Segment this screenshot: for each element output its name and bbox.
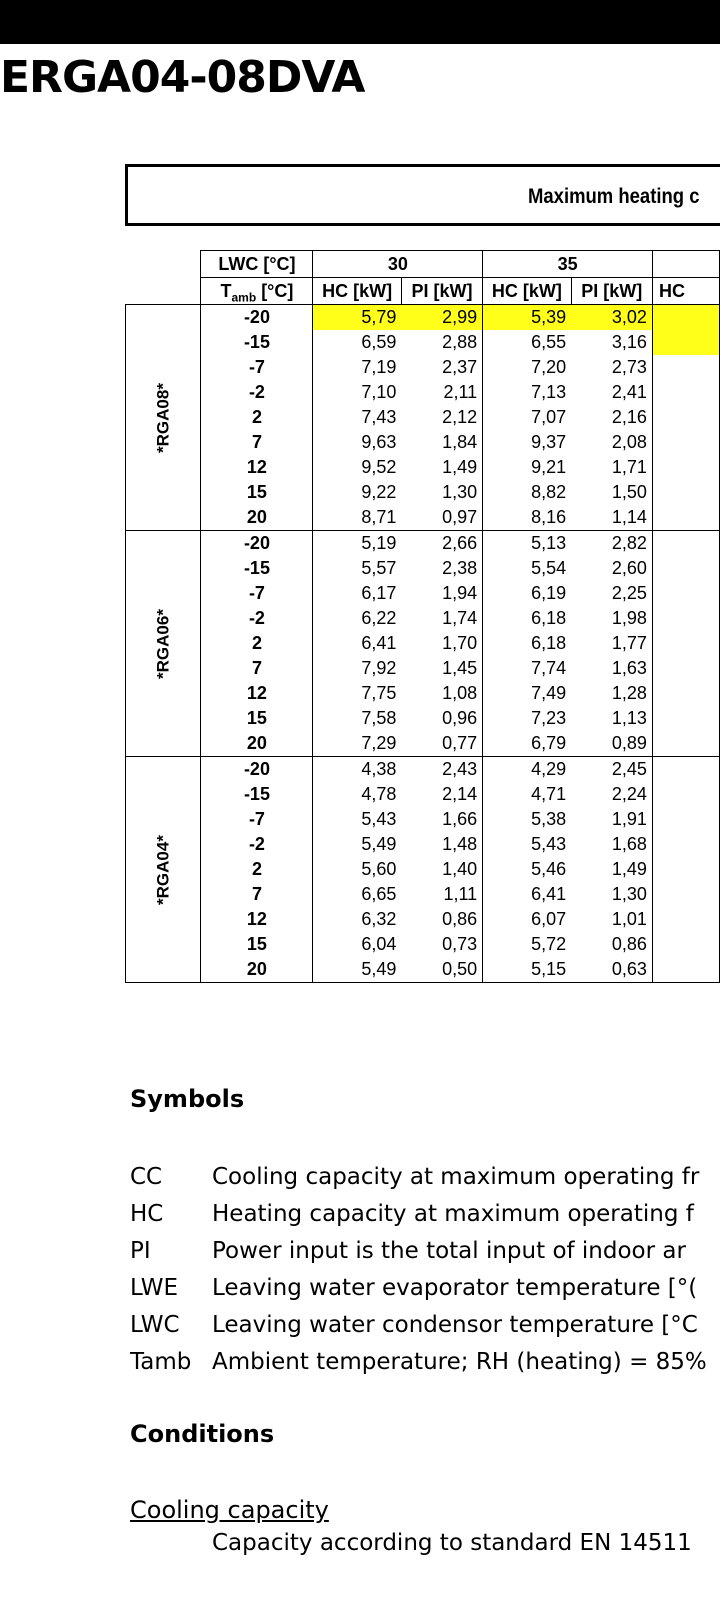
hc-value-cell: 8,82 xyxy=(483,480,571,505)
conditions-text: Capacity according to standard EN 14511 xyxy=(212,1530,692,1556)
hc-value-cell: 5,57 xyxy=(313,556,401,581)
tamb-cell: -15 xyxy=(201,556,313,581)
pi-value-cell: 1,63 xyxy=(571,656,652,681)
tamb-cell: 7 xyxy=(201,656,313,681)
tamb-cell: -20 xyxy=(201,757,313,783)
pi-value-cell: 1,13 xyxy=(571,706,652,731)
hc-value-cell: 6,55 xyxy=(483,330,571,355)
pi-value-cell: 1,45 xyxy=(401,656,482,681)
tamb-cell: 12 xyxy=(201,907,313,932)
truncated-cell xyxy=(652,882,719,907)
pi-value-cell: 1,94 xyxy=(401,581,482,606)
hc-value-cell: 7,58 xyxy=(313,706,401,731)
symbol-item xyxy=(130,1159,707,1196)
header-pi: PI [kW] xyxy=(401,278,482,305)
table-row xyxy=(126,556,720,581)
pi-value-cell: 0,50 xyxy=(401,957,482,983)
pi-value-cell: 0,89 xyxy=(571,731,652,757)
table-row xyxy=(126,455,720,480)
tamb-cell: 7 xyxy=(201,430,313,455)
pi-value-cell: 1,08 xyxy=(401,681,482,706)
pi-value-cell: 3,16 xyxy=(571,330,652,355)
hc-value-cell: 5,43 xyxy=(483,832,571,857)
table-row xyxy=(126,757,720,783)
table-row xyxy=(126,706,720,731)
hc-value-cell: 5,38 xyxy=(483,807,571,832)
hc-value-cell: 6,32 xyxy=(313,907,401,932)
pi-value-cell: 2,37 xyxy=(401,355,482,380)
hc-value-cell: 7,10 xyxy=(313,380,401,405)
truncated-cell xyxy=(652,430,719,455)
pi-value-cell: 2,73 xyxy=(571,355,652,380)
pi-value-cell: 1,48 xyxy=(401,832,482,857)
pi-value-cell: 0,77 xyxy=(401,731,482,757)
truncated-cell xyxy=(652,757,719,783)
performance-table xyxy=(125,250,720,983)
header-hc-cut: HC xyxy=(652,278,719,305)
pi-value-cell: 2,24 xyxy=(571,782,652,807)
pi-value-cell: 2,88 xyxy=(401,330,482,355)
table-row xyxy=(126,656,720,681)
symbol-code: LWC xyxy=(130,1312,180,1338)
hc-value-cell: 7,23 xyxy=(483,706,571,731)
pi-value-cell: 1,70 xyxy=(401,631,482,656)
pi-value-cell: 1,84 xyxy=(401,430,482,455)
hc-value-cell: 6,18 xyxy=(483,606,571,631)
header-lwc-30: 30 xyxy=(313,251,483,278)
hc-value-cell: 5,49 xyxy=(313,832,401,857)
pi-value-cell: 2,82 xyxy=(571,531,652,557)
pi-value-cell: 1,01 xyxy=(571,907,652,932)
hc-value-cell: 6,22 xyxy=(313,606,401,631)
truncated-cell xyxy=(652,380,719,405)
pi-value-cell: 1,14 xyxy=(571,505,652,531)
hc-value-cell: 8,16 xyxy=(483,505,571,531)
hc-value-cell: 8,71 xyxy=(313,505,401,531)
hc-value-cell: 9,63 xyxy=(313,430,401,455)
truncated-cell xyxy=(652,405,719,430)
pi-value-cell: 2,41 xyxy=(571,380,652,405)
pi-value-cell: 1,91 xyxy=(571,807,652,832)
pi-value-cell: 2,25 xyxy=(571,581,652,606)
pi-value-cell: 1,30 xyxy=(401,480,482,505)
symbols-list xyxy=(130,1159,707,1381)
table-row xyxy=(126,807,720,832)
hc-value-cell: 6,59 xyxy=(313,330,401,355)
hc-value-cell: 6,18 xyxy=(483,631,571,656)
table-row xyxy=(126,355,720,380)
pi-value-cell: 2,08 xyxy=(571,430,652,455)
pi-value-cell: 2,66 xyxy=(401,531,482,557)
header-lwc-cut xyxy=(652,251,719,278)
symbol-description: Leaving water evaporator temperature [°( xyxy=(212,1275,698,1301)
blank-cell xyxy=(126,278,201,305)
pi-value-cell: 1,68 xyxy=(571,832,652,857)
truncated-cell xyxy=(652,681,719,706)
pi-value-cell: 0,63 xyxy=(571,957,652,983)
hc-value-cell: 7,74 xyxy=(483,656,571,681)
conditions-subtitle: Cooling capacity xyxy=(130,1496,329,1524)
truncated-cell xyxy=(652,455,719,480)
pi-value-cell: 2,11 xyxy=(401,380,482,405)
table-row xyxy=(126,581,720,606)
performance-table-body xyxy=(126,251,720,983)
top-black-bar xyxy=(0,0,720,44)
hc-value-cell: 9,52 xyxy=(313,455,401,480)
header-tamb-main: T xyxy=(220,281,232,301)
hc-value-cell: 9,37 xyxy=(483,430,571,455)
hc-value-cell: 4,71 xyxy=(483,782,571,807)
pi-value-cell: 2,60 xyxy=(571,556,652,581)
hc-value-cell: 5,43 xyxy=(313,807,401,832)
conditions-section xyxy=(130,1420,692,1556)
hc-value-cell: 4,78 xyxy=(313,782,401,807)
hc-value-cell: 7,07 xyxy=(483,405,571,430)
table-row xyxy=(126,957,720,983)
tamb-cell: 15 xyxy=(201,932,313,957)
tamb-cell: -20 xyxy=(201,305,313,331)
tamb-cell: 20 xyxy=(201,731,313,757)
tamb-cell: 2 xyxy=(201,405,313,430)
table-row xyxy=(126,882,720,907)
symbol-code: PI xyxy=(130,1238,151,1264)
truncated-cell xyxy=(652,355,719,380)
hc-value-cell: 5,19 xyxy=(313,531,401,557)
hc-value-cell: 5,72 xyxy=(483,932,571,957)
pi-value-cell: 1,50 xyxy=(571,480,652,505)
symbol-code: HC xyxy=(130,1201,164,1227)
truncated-cell xyxy=(652,807,719,832)
tamb-cell: -2 xyxy=(201,832,313,857)
truncated-cell xyxy=(652,932,719,957)
hc-value-cell: 7,92 xyxy=(313,656,401,681)
hc-value-cell: 7,29 xyxy=(313,731,401,757)
pi-value-cell: 2,45 xyxy=(571,757,652,783)
pi-value-cell: 1,98 xyxy=(571,606,652,631)
hc-value-cell: 9,21 xyxy=(483,455,571,480)
header-tamb xyxy=(201,278,313,305)
tamb-cell: -2 xyxy=(201,606,313,631)
tamb-cell: 15 xyxy=(201,706,313,731)
truncated-cell xyxy=(652,631,719,656)
tamb-cell: 15 xyxy=(201,480,313,505)
hc-value-cell: 7,49 xyxy=(483,681,571,706)
truncated-cell xyxy=(652,531,719,557)
tamb-cell: -15 xyxy=(201,330,313,355)
hc-value-cell: 6,41 xyxy=(483,882,571,907)
pi-value-cell: 0,96 xyxy=(401,706,482,731)
hc-value-cell: 6,41 xyxy=(313,631,401,656)
truncated-cell xyxy=(652,330,719,355)
truncated-cell xyxy=(652,656,719,681)
pi-value-cell: 1,28 xyxy=(571,681,652,706)
table-row xyxy=(126,330,720,355)
table-row xyxy=(126,832,720,857)
truncated-cell xyxy=(652,305,719,331)
pi-value-cell: 1,77 xyxy=(571,631,652,656)
symbol-code: LWE xyxy=(130,1275,178,1301)
hc-value-cell: 5,15 xyxy=(483,957,571,983)
symbol-description: Ambient temperature; RH (heating) = 85% xyxy=(212,1349,707,1375)
hc-value-cell: 9,22 xyxy=(313,480,401,505)
header-tamb-sub: amb xyxy=(231,290,257,305)
tamb-cell: 2 xyxy=(201,857,313,882)
symbol-description: Cooling capacity at maximum operating fr xyxy=(212,1164,700,1190)
tamb-cell: -15 xyxy=(201,782,313,807)
model-name: *RGA06* xyxy=(153,608,173,679)
hc-value-cell: 6,19 xyxy=(483,581,571,606)
pi-value-cell: 3,02 xyxy=(571,305,652,331)
table-row xyxy=(126,505,720,531)
model-name: *RGA08* xyxy=(153,382,173,453)
hc-value-cell: 7,19 xyxy=(313,355,401,380)
tamb-cell: 20 xyxy=(201,505,313,531)
header-hc: HC [kW] xyxy=(483,278,571,305)
hc-value-cell: 4,38 xyxy=(313,757,401,783)
table-row xyxy=(126,932,720,957)
header-tamb-unit: [°C] xyxy=(256,281,294,301)
model-group-label xyxy=(126,305,201,531)
table-row xyxy=(126,430,720,455)
header-row-lwc xyxy=(126,251,720,278)
conditions-title: Conditions xyxy=(130,1420,275,1448)
table-banner-text: Maximum heating c xyxy=(528,185,700,208)
hc-value-cell: 6,17 xyxy=(313,581,401,606)
table-row xyxy=(126,305,720,331)
hc-value-cell: 5,39 xyxy=(483,305,571,331)
hc-value-cell: 7,75 xyxy=(313,681,401,706)
model-name: *RGA04* xyxy=(153,834,173,905)
pi-value-cell: 1,66 xyxy=(401,807,482,832)
symbol-description: Power input is the total input of indoor ar xyxy=(212,1238,686,1264)
symbol-description: Leaving water condensor temperature [°C xyxy=(212,1312,698,1338)
pi-value-cell: 0,97 xyxy=(401,505,482,531)
truncated-cell xyxy=(652,581,719,606)
model-group-label xyxy=(126,757,201,983)
pi-value-cell: 1,30 xyxy=(571,882,652,907)
table-row xyxy=(126,731,720,757)
table-row xyxy=(126,857,720,882)
pi-value-cell: 2,43 xyxy=(401,757,482,783)
hc-value-cell: 5,49 xyxy=(313,957,401,983)
hc-value-cell: 6,04 xyxy=(313,932,401,957)
table-row xyxy=(126,907,720,932)
header-row-columns xyxy=(126,278,720,305)
pi-value-cell: 0,73 xyxy=(401,932,482,957)
pi-value-cell: 2,16 xyxy=(571,405,652,430)
tamb-cell: -20 xyxy=(201,531,313,557)
hc-value-cell: 7,43 xyxy=(313,405,401,430)
truncated-cell xyxy=(652,480,719,505)
pi-value-cell: 2,99 xyxy=(401,305,482,331)
truncated-cell xyxy=(652,505,719,531)
header-pi: PI [kW] xyxy=(571,278,652,305)
header-lwc: LWC [°C] xyxy=(201,251,313,278)
table-row xyxy=(126,631,720,656)
symbol-code: Tamb xyxy=(130,1349,192,1375)
symbol-description: Heating capacity at maximum operating f xyxy=(212,1201,694,1227)
pi-value-cell: 2,14 xyxy=(401,782,482,807)
truncated-cell xyxy=(652,706,719,731)
truncated-cell xyxy=(652,832,719,857)
table-row xyxy=(126,480,720,505)
symbols-section xyxy=(130,1085,707,1381)
hc-value-cell: 7,13 xyxy=(483,380,571,405)
tamb-cell: 12 xyxy=(201,681,313,706)
symbol-item xyxy=(130,1344,707,1381)
hc-value-cell: 5,54 xyxy=(483,556,571,581)
header-lwc-35: 35 xyxy=(483,251,653,278)
tamb-cell: -2 xyxy=(201,380,313,405)
tamb-cell: 12 xyxy=(201,455,313,480)
truncated-cell xyxy=(652,782,719,807)
truncated-cell xyxy=(652,731,719,757)
symbol-item xyxy=(130,1307,707,1344)
symbol-item xyxy=(130,1233,707,1270)
pi-value-cell: 1,49 xyxy=(571,857,652,882)
truncated-cell xyxy=(652,857,719,882)
table-row xyxy=(126,405,720,430)
pi-value-cell: 1,40 xyxy=(401,857,482,882)
pi-value-cell: 0,86 xyxy=(401,907,482,932)
pi-value-cell: 1,74 xyxy=(401,606,482,631)
symbol-code: CC xyxy=(130,1164,163,1190)
tamb-cell: -7 xyxy=(201,581,313,606)
table-row xyxy=(126,606,720,631)
truncated-cell xyxy=(652,957,719,983)
truncated-cell xyxy=(652,606,719,631)
model-group-label xyxy=(126,531,201,757)
pi-value-cell: 1,11 xyxy=(401,882,482,907)
pi-value-cell: 2,38 xyxy=(401,556,482,581)
hc-value-cell: 5,46 xyxy=(483,857,571,882)
hc-value-cell: 5,60 xyxy=(313,857,401,882)
tamb-cell: 7 xyxy=(201,882,313,907)
tamb-cell: 20 xyxy=(201,957,313,983)
symbols-title: Symbols xyxy=(130,1085,245,1113)
hc-value-cell: 5,13 xyxy=(483,531,571,557)
symbol-item xyxy=(130,1270,707,1307)
truncated-cell xyxy=(652,556,719,581)
symbol-item xyxy=(130,1196,707,1233)
table-banner xyxy=(125,164,720,226)
table-row xyxy=(126,380,720,405)
tamb-cell: 2 xyxy=(201,631,313,656)
hc-value-cell: 7,20 xyxy=(483,355,571,380)
pi-value-cell: 1,49 xyxy=(401,455,482,480)
hc-value-cell: 4,29 xyxy=(483,757,571,783)
header-hc: HC [kW] xyxy=(313,278,401,305)
document-title: ERGA04-08DVA xyxy=(0,52,365,103)
tamb-cell: -7 xyxy=(201,807,313,832)
table-row xyxy=(126,681,720,706)
hc-value-cell: 5,79 xyxy=(313,305,401,331)
hc-value-cell: 6,79 xyxy=(483,731,571,757)
table-row xyxy=(126,531,720,557)
hc-value-cell: 6,07 xyxy=(483,907,571,932)
table-row xyxy=(126,782,720,807)
blank-cell xyxy=(126,251,201,278)
pi-value-cell: 2,12 xyxy=(401,405,482,430)
pi-value-cell: 0,86 xyxy=(571,932,652,957)
tamb-cell: -7 xyxy=(201,355,313,380)
truncated-cell xyxy=(652,907,719,932)
hc-value-cell: 6,65 xyxy=(313,882,401,907)
pi-value-cell: 1,71 xyxy=(571,455,652,480)
